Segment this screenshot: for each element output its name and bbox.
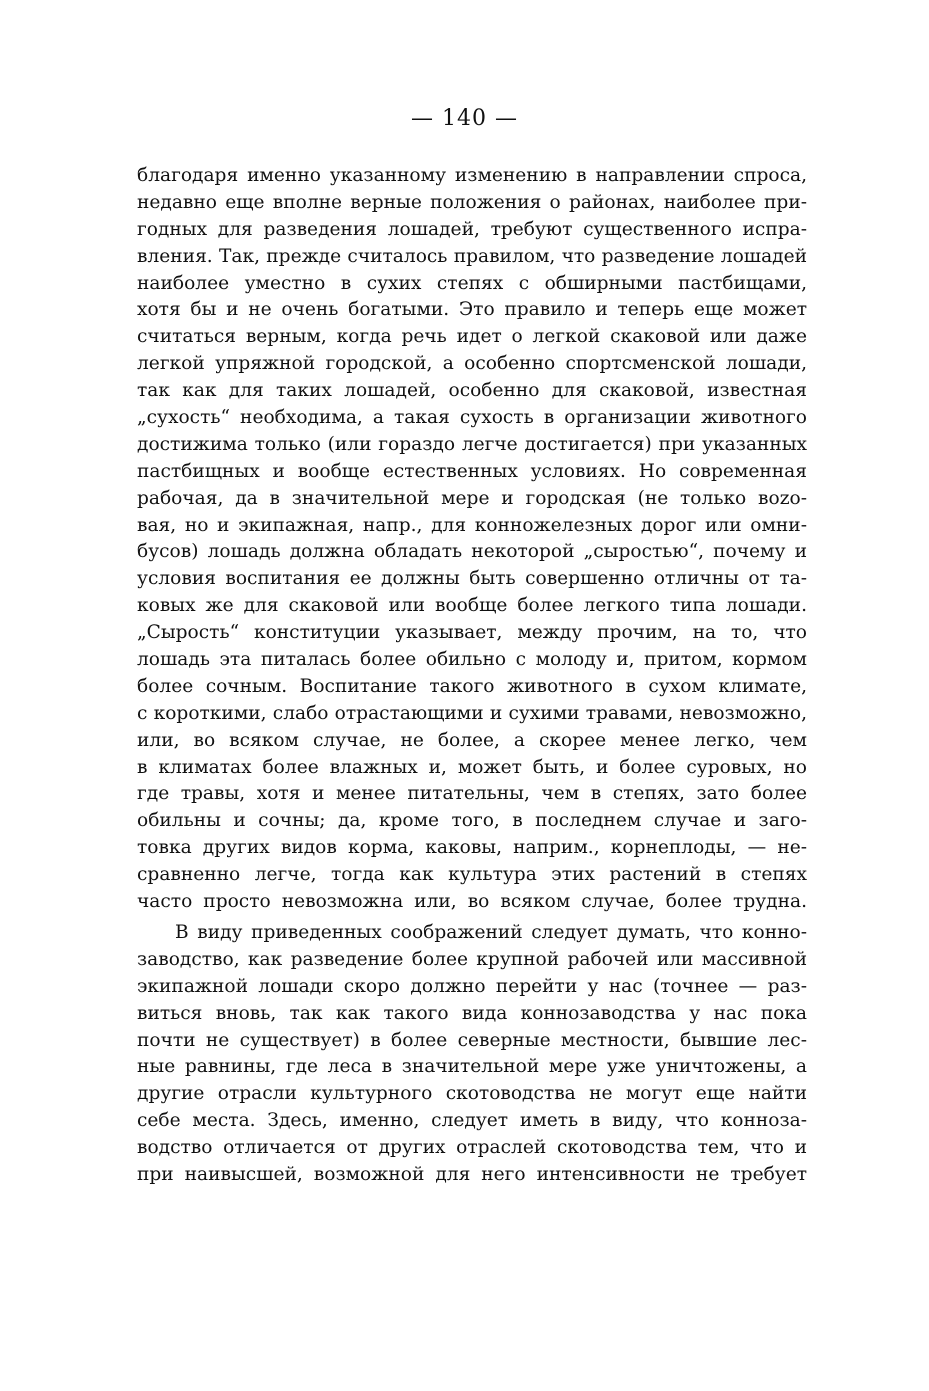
text-line: условия воспитания ее должны быть совершенно отличны от та- <box>137 568 807 590</box>
text-line: часто просто невозможна или, во всяком случае, более трудна. <box>137 891 807 913</box>
text-line: В виду приведенных соображений следует думать, что конно- <box>175 921 807 943</box>
text-line: более сочным. Воспитание такого животного в сухом климате, <box>137 675 807 697</box>
text-line: другие отрасли культурного скотоводства не могут еще найти <box>137 1083 807 1105</box>
text-line: в климатах более влажных и, может быть, и более суровых, но <box>137 756 807 778</box>
text-line: ные равнины, где леса в значительной мере уже уничтожены, а <box>137 1056 807 1078</box>
body-text <box>137 163 807 1189</box>
text-line: ковых же для скаковой или вообще более легкого типа лошади. <box>137 595 807 617</box>
text-line: обильны и сочны; да, кроме того, в последнем случае и заго- <box>137 810 807 832</box>
text-line: или, во всяком случае, не более, а скорее менее легко, чем <box>137 729 807 751</box>
text-line: виться вновь, так как такого вида коннозаводства у нас пока <box>137 1002 807 1024</box>
text-line: лошадь эта питалась более обильно с молоду и, притом, кормом <box>137 649 807 671</box>
text-line: почти не существует) в более северные местности, бывшие лес- <box>137 1029 807 1051</box>
text-line: сравненно легче, тогда как культура этих растений в степях <box>137 864 807 886</box>
text-line: хотя бы и не очень богатыми. Это правило и теперь еще может <box>137 299 807 321</box>
text-line: товка других видов корма, каковы, наприм., корнеплоды, — не- <box>137 837 807 859</box>
text-line: годных для разведения лошадей, требуют существенного испра- <box>137 218 807 240</box>
paragraph-1 <box>137 163 807 916</box>
text-line: заводство, как разведение более крупной рабочей или массивной <box>137 948 807 970</box>
text-line: легкой упряжной городской, а особенно спортсменской лошади, <box>137 353 807 375</box>
text-line: вления. Так, прежде считалось правилом, что разведение лошадей <box>137 245 807 267</box>
text-line: недавно еще вполне верные положения о районах, наиболее при- <box>137 191 807 213</box>
text-line: с короткими, слабо отрастающими и сухими травами, невозможно, <box>137 702 807 724</box>
text-line: бусов) лошадь должна обладать некоторой „сыростью“, почему и <box>137 541 807 563</box>
text-line: где травы, хотя и менее питательны, чем в степях, зато более <box>137 783 807 805</box>
text-line: „сухость“ необходима, а такая сухость в организации животного <box>137 407 807 429</box>
text-line: благодаря именно указанному изменению в направлении спроса, <box>137 165 807 186</box>
text-line: вая, но и экипажная, напр., для конножелезных дорог или омни- <box>137 514 807 536</box>
text-line: достижима только (или гораздо легче достигается) при указанных <box>137 433 807 455</box>
text-line: водство отличается от других отраслей скотоводства тем, что и <box>137 1137 807 1159</box>
text-line: себе места. Здесь, именно, следует иметь в виду, что конноза- <box>137 1110 807 1132</box>
text-line: рабочая, да в значительной мере и городская (не только вozо- <box>137 487 807 509</box>
text-line: пастбищных и вообще естественных условиях. Но современная <box>137 460 807 482</box>
text-line: „Сырость“ конституции указывает, между прочим, на то, что <box>137 622 807 644</box>
text-line: так как для таких лошадей, особенно для скаковой, известная <box>137 380 807 402</box>
text-line: наиболее уместно в сухих степях с обширными пастбищами, <box>137 272 807 294</box>
text-line: считаться верным, когда речь идет о легкой скаковой или даже <box>137 326 807 348</box>
page-number: — 140 — <box>411 106 518 131</box>
paragraph-2 <box>137 920 807 1189</box>
text-line: экипажной лошади скоро должно перейти у нас (точнее — раз- <box>137 975 807 997</box>
text-line: при наивысшей, возможной для него интенсивности не требует <box>137 1163 807 1185</box>
